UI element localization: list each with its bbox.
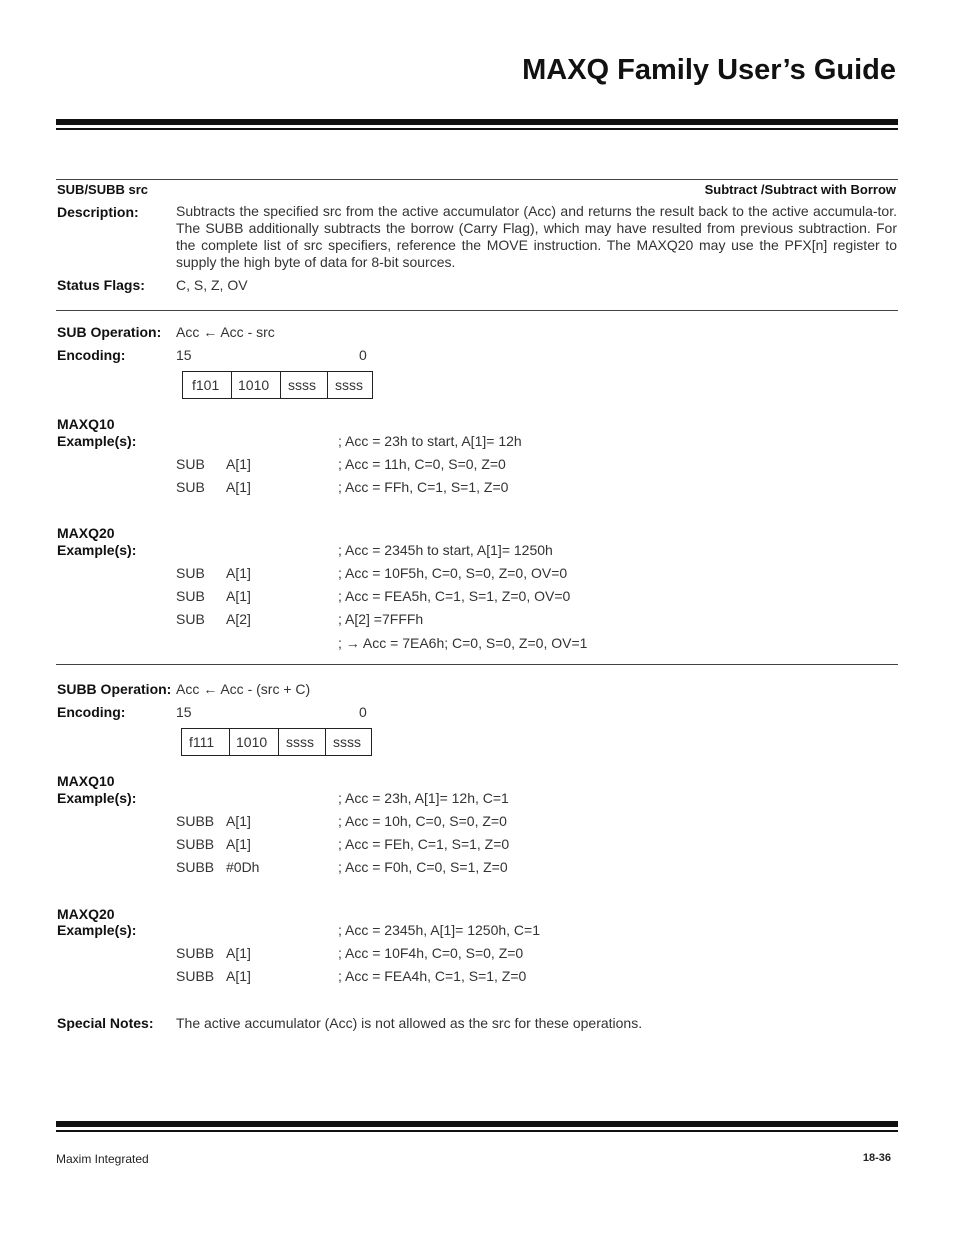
example-comment: ; Acc = FEA4h, C=1, S=1, Z=0 — [338, 968, 527, 984]
subb-maxq10-label: MAXQ10 — [57, 773, 115, 789]
footer-page-number: 18-36 — [862, 1152, 891, 1164]
encoding-cell: f111 — [182, 729, 230, 755]
example-comment: ; Acc = FFh, C=1, S=1, Z=0 — [338, 479, 509, 495]
instruction-full-name: Subtract /Subtract with Borrow — [704, 182, 896, 197]
example-operand: A[1] — [226, 565, 251, 581]
description-text: Subtracts the specified src from the active accumulator (Acc) and returns the result back to the active accumula-tor. The SUBB additionally subtracts the borrow (Carry Flag), which may have resulted from previous subtraction. For the complete list of src specifiers, reference the MOVE instruction. The MAXQ20 may use the PFX[n] register to supply the high byte of data for 8-bit sources. — [176, 203, 897, 270]
example-comment: ; Acc = 2345h to start, A[1]= 1250h — [338, 542, 553, 558]
sub-bit-low: 0 — [359, 347, 367, 363]
subb-encoding-table — [181, 728, 372, 756]
status-flags-value: C, S, Z, OV — [176, 277, 248, 293]
example-opcode: SUB — [176, 456, 205, 472]
subb-operation-formula: Acc ← Acc - (src + C) — [176, 681, 311, 697]
subb-operation-label: SUBB Operation: — [57, 681, 172, 697]
subb-bit-high: 15 — [176, 704, 192, 720]
example-comment: ; Acc = F0h, C=0, S=1, Z=0 — [338, 859, 508, 875]
subb-maxq20-label: MAXQ20 — [57, 906, 115, 922]
example-comment: ; Acc = 11h, C=0, S=0, Z=0 — [338, 456, 506, 472]
example-opcode: SUB — [176, 611, 205, 627]
example-comment: ; Acc = FEA5h, C=1, S=1, Z=0, OV=0 — [338, 588, 571, 604]
sub-encoding-table — [182, 371, 373, 399]
example-comment: ; Acc = 23h to start, A[1]= 12h — [338, 433, 522, 449]
encoding-cell: 1010 — [230, 729, 279, 755]
example-operand: A[1] — [226, 813, 251, 829]
example-comment: ; Acc = 10F4h, C=0, S=0, Z=0 — [338, 945, 524, 961]
encoding-cell: ssss — [281, 372, 328, 398]
footer-rule-thin — [56, 1130, 898, 1132]
example-comment: ; Acc = 10h, C=0, S=0, Z=0 — [338, 813, 507, 829]
encoding-cell: ssss — [279, 729, 326, 755]
example-operand: A[1] — [226, 945, 251, 961]
example-operand: A[2] — [226, 611, 251, 627]
sub-maxq10-examples-label: Example(s): — [57, 433, 137, 449]
example-operand: A[1] — [226, 968, 251, 984]
page-title: MAXQ Family User’s Guide — [522, 54, 896, 86]
instruction-name: SUB/SUBB src — [57, 182, 149, 197]
example-opcode: SUB — [176, 588, 205, 604]
footer-rule-thick — [56, 1121, 898, 1127]
sub-operation-formula: Acc ← Acc - src — [176, 324, 275, 340]
example-opcode: SUBB — [176, 945, 215, 961]
example-opcode: SUBB — [176, 968, 215, 984]
special-notes-label: Special Notes: — [57, 1015, 154, 1031]
sub-maxq10-label: MAXQ10 — [57, 416, 115, 432]
example-comment: ; Acc = 2345h, A[1]= 1250h, C=1 — [338, 922, 540, 938]
example-comment: ; Acc = 23h, A[1]= 12h, C=1 — [338, 790, 509, 806]
example-operand: #0Dh — [226, 859, 260, 875]
section-divider — [56, 310, 898, 311]
header-rule-thin — [56, 128, 898, 130]
section-divider — [56, 664, 898, 665]
sub-encoding-label: Encoding: — [57, 347, 126, 363]
example-comment: ; A[2] =7FFFh — [338, 611, 424, 627]
example-operand: A[1] — [226, 836, 251, 852]
header-rule-thick — [56, 119, 898, 125]
sub-operation-label: SUB Operation: — [57, 324, 162, 340]
footer-company: Maxim Integrated — [56, 1152, 149, 1166]
subb-encoding-label: Encoding: — [57, 704, 126, 720]
subb-maxq20-examples-label: Example(s): — [57, 922, 137, 938]
subb-bit-low: 0 — [359, 704, 367, 720]
description-label: Description: — [57, 204, 139, 220]
special-notes-text: The active accumulator (Acc) is not allowed as the src for these operations. — [176, 1015, 643, 1031]
sub-maxq20-label: MAXQ20 — [57, 525, 115, 541]
status-flags-label: Status Flags: — [57, 277, 145, 293]
sub-maxq20-examples-label: Example(s): — [57, 542, 137, 558]
encoding-cell: f101 — [183, 372, 232, 398]
example-opcode: SUBB — [176, 859, 215, 875]
encoding-cell: 1010 — [232, 372, 281, 398]
encoding-cell: ssss — [335, 377, 363, 393]
example-opcode: SUBB — [176, 836, 215, 852]
example-comment: ; Acc = 10F5h, C=0, S=0, Z=0, OV=0 — [338, 565, 568, 581]
example-opcode: SUBB — [176, 813, 215, 829]
example-comment: ; Acc = FEh, C=1, S=1, Z=0 — [338, 836, 510, 852]
section-divider — [56, 179, 898, 180]
example-opcode: SUB — [176, 565, 205, 581]
example-operand: A[1] — [226, 456, 251, 472]
example-opcode: SUB — [176, 479, 205, 495]
encoding-cell: ssss — [333, 734, 361, 750]
example-operand: A[1] — [226, 479, 251, 495]
example-operand: A[1] — [226, 588, 251, 604]
subb-maxq10-examples-label: Example(s): — [57, 790, 137, 806]
example-comment: ; → Acc = 7EA6h; C=0, S=0, Z=0, OV=1 — [338, 635, 588, 651]
sub-bit-high: 15 — [176, 347, 192, 363]
